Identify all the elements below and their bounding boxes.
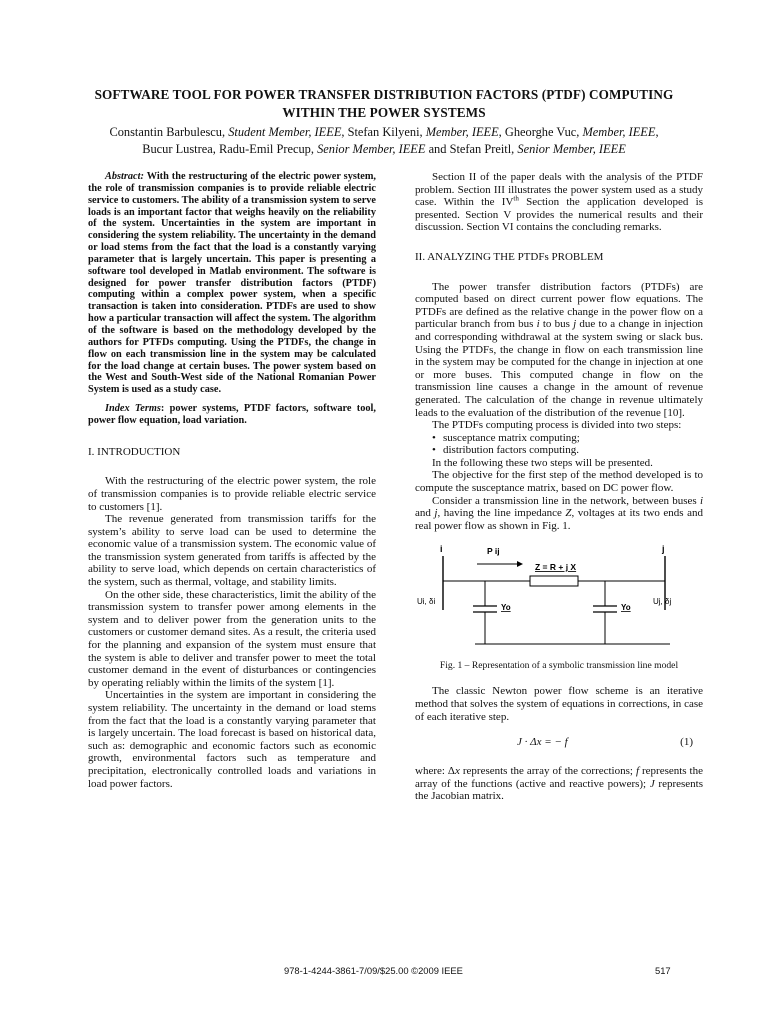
ptdf-text-a: The power transfer distribution factors (PTDFs) are computed based on direct current power flow equations. The PTDFs are defined as the relative change in the power flow on a particular branch from bus [415, 280, 703, 331]
transmission-line-figure [415, 544, 703, 660]
where-text-a: where: Δ [415, 765, 455, 778]
where-text-b: represents the array of the corrections; [459, 765, 636, 778]
where-text-d: represents the Jacobian matrix. [415, 777, 704, 803]
author-name: Bucur Lustrea [142, 142, 213, 156]
paper-title-line2: WITHIN THE POWER SYSTEMS [282, 105, 486, 120]
paper-title-line1: SOFTWARE TOOL FOR POWER TRANSFER DISTRIBUTION FACTORS (PTDF) COMPUTING [94, 87, 674, 102]
jacobian-symbol: J [649, 777, 655, 790]
line-text-b: and [415, 507, 435, 520]
line-text-d: , voltages at its two ends and real power flow as shown in Fig. 1. [415, 507, 703, 532]
author-name: Radu-Emil Precup [218, 142, 311, 156]
author-role: Member, IEEE [582, 125, 656, 139]
author-list [60, 124, 708, 158]
abstract-label: Abstract: [105, 171, 144, 182]
label-voltage-i: Ui, δi [417, 597, 436, 607]
author-name: Stefan Kilyeni [347, 125, 420, 139]
steps-intro-paragraph: In the following these two steps will be presented. [432, 456, 653, 469]
footer-identifier: 978-1-4244-3861-7/09/$25.00 ©2009 IEEE [284, 965, 463, 976]
author-role: Member, IEEE [425, 125, 499, 139]
equation-number: (1) [680, 736, 693, 749]
sections-overview-paragraph [415, 171, 703, 234]
bus-i-symbol: i [699, 494, 703, 507]
line-text-c: , having the line impedance [437, 507, 566, 520]
label-shunt-admittance-right: Yo [621, 603, 631, 613]
author-role: Senior Member, IEEE [517, 142, 626, 156]
intro-paragraph-1: With the restructuring of the electric power system, the role of transmission companies is to provide reliable electric service to customers [1]. [88, 475, 376, 513]
author-name: Gheorghe Vuc [504, 125, 577, 139]
and-word: and [428, 142, 447, 156]
paper-title [60, 86, 708, 122]
corrections-symbol: x [455, 765, 460, 778]
list-item: • distribution factors computing. [434, 444, 703, 457]
author-role: Senior Member, IEEE [317, 142, 426, 156]
functions-symbol: f [635, 765, 639, 778]
where-text-c: represents the array of the functions (active and reactive powers); [415, 765, 703, 790]
intro-paragraph-3: On the other side, these characteristics, limit the ability of the transmission system to transfer power among elements in the system and to deliver power from the generation units to the customers or customer demand sites. As a result, the criteria used for the planning and expansion of the system must ensure that the system is able to deliver and transfer power to meet the total customer demand in the event of disturbances or contingencies by operating reliably within the limits of the system [1]. [88, 588, 376, 689]
abstract-text: With the restructuring of the electric power system, the role of transmission companies is to provide reliable electric service to customers. The ability of a transmission system to serve loads is an important factor that weighs heavily on the reliability of the system. Uncertainties in the system are important in considering the system reliability. The uncertainty in the demand or load stems from the fact that the load is a constantly varying parameter that is largely uncertain. This paper is presenting a software tool developed in Matlab environment. The software is designed for power transfer distribution factors (PTDF) computing within a complex power system, when a specific transaction is taken into consideration. PTDFs are used to show how a particular transaction will affect the system. The algorithm of the software is based on the methodology developed by the authors for PTFDs computing. Using the PTDFs, the change in flow on each transmission line in the system may be calculated for the load change at certain buses. The power system based on the West and South-West side of the National Romanian Power System is used as a study case. [88, 171, 376, 396]
figure-caption: Fig. 1 – Representation of a symbolic transmission line model [439, 660, 679, 672]
ptdf-definition-paragraph [415, 281, 703, 420]
abstract [88, 171, 376, 396]
transmission-line-diagram [415, 544, 703, 660]
impedance-symbol: Z [565, 507, 572, 520]
index-terms-label: Index Terms [105, 403, 161, 415]
author-line-1: Constantin Barbulescu, Student Member, IEEE, Stefan Kilyeni, Member, IEEE, Gheorghe Vuc, Member, IEEE, [109, 125, 659, 139]
equation-1 [415, 733, 703, 755]
flow-arrowhead [517, 561, 523, 567]
newton-paragraph: The classic Newton power flow scheme is an iterative method that solves the system of equations in corrections, in case of each iterative step. [415, 685, 703, 723]
first-step-paragraph: The objective for the first step of the method developed is to compute the susceptance matrix, based on DC power flow. [415, 469, 703, 495]
label-impedance: Z = R + j X [535, 562, 577, 573]
transmission-line-paragraph [415, 495, 703, 533]
right-column [415, 171, 703, 803]
left-column [88, 171, 376, 790]
ptdf-process-paragraph: The PTDFs computing process is divided into two steps: [432, 419, 682, 432]
ptdf-text-c: due to a change in injection and corresponding withdrawal at the system swing or slack bus. Using the PTDFs, the change in flow on each transmission line in the system may be computed for the change in injection at one or more buses. This computed change in flow on the transmission line causes a change in the amount of revenue generated. The calculation of the change in revenue ultimately leads to the evaluation of the distribution of the revenue [10]. [415, 318, 704, 419]
label-bus-j: j [662, 544, 665, 555]
bus-j-symbol: j [434, 507, 438, 520]
impedance-box [530, 576, 578, 586]
page-number: 517 [655, 965, 671, 976]
label-voltage-j: Uj, δj [653, 597, 672, 607]
intro-paragraph-2: The revenue generated from transmission tariffs for the system’s ability to serve load can be used to determine the economic value of a transmission system. The economic value of the transmission system generated from tariffs is affected by the ability to serve load, which depends on certain characteristics of the system, such as thermal, voltage, and stability limits. [88, 513, 376, 589]
ptdf-text-b: to bus [539, 318, 574, 331]
section-heading-introduction: I. INTRODUCTION [88, 445, 181, 458]
index-terms-text: power systems, PTDF factors, software tool, power flow equation, load variation. [88, 403, 376, 426]
label-bus-i: i [440, 544, 443, 555]
steps-list [415, 432, 703, 457]
label-power-flow: P ij [487, 546, 500, 557]
equation-expression: J · Δx = − f [517, 736, 568, 749]
line-text-a: Consider a transmission line in the network, between buses [432, 494, 700, 507]
label-shunt-admittance-left: Yo [501, 603, 511, 613]
author-name: Stefan Preitl [449, 142, 512, 156]
author-role: Student Member, IEEE [228, 125, 342, 139]
bus-j-symbol: j [573, 318, 577, 331]
intro-paragraph-4: Uncertainties in the system are important in considering the system reliability. The uncertainty in the demand or load stems from the fact that the load is a constantly varying parameter that is largely uncertain. The load forecast is based on historical data, such as: demographic and economic factors such as economic growth, environmental factors such as temperature and precipitation, electronically controlled loads and variations in load power factors. [88, 689, 376, 790]
section-heading-analyzing: II. ANALYZING THE PTDFs PROBLEM [415, 250, 604, 263]
index-terms: Index Terms: power systems, PTDF factors, software tool, power flow equation, load variation. [88, 403, 376, 426]
bus-i-symbol: i [536, 318, 540, 331]
sections-text-b: Section the application developed is presented. Section V provides the numerical results and their discussion. Section VI contains the concluding remarks. [415, 196, 703, 234]
ordinal-suffix: th [513, 194, 519, 203]
sections-text-a: Section II of the paper deals with the analysis of the PTDF problem. Section III illustrates the power system used as a study case. Within the IV [415, 171, 703, 209]
author-name: Constantin Barbulescu [109, 125, 222, 139]
list-item: • susceptance matrix computing; [434, 432, 703, 445]
where-paragraph [415, 765, 703, 803]
author-line-2: Bucur Lustrea, Radu-Emil Precup, Senior Member, IEEE and Stefan Preitl, Senior Member, IEEE [142, 142, 626, 156]
